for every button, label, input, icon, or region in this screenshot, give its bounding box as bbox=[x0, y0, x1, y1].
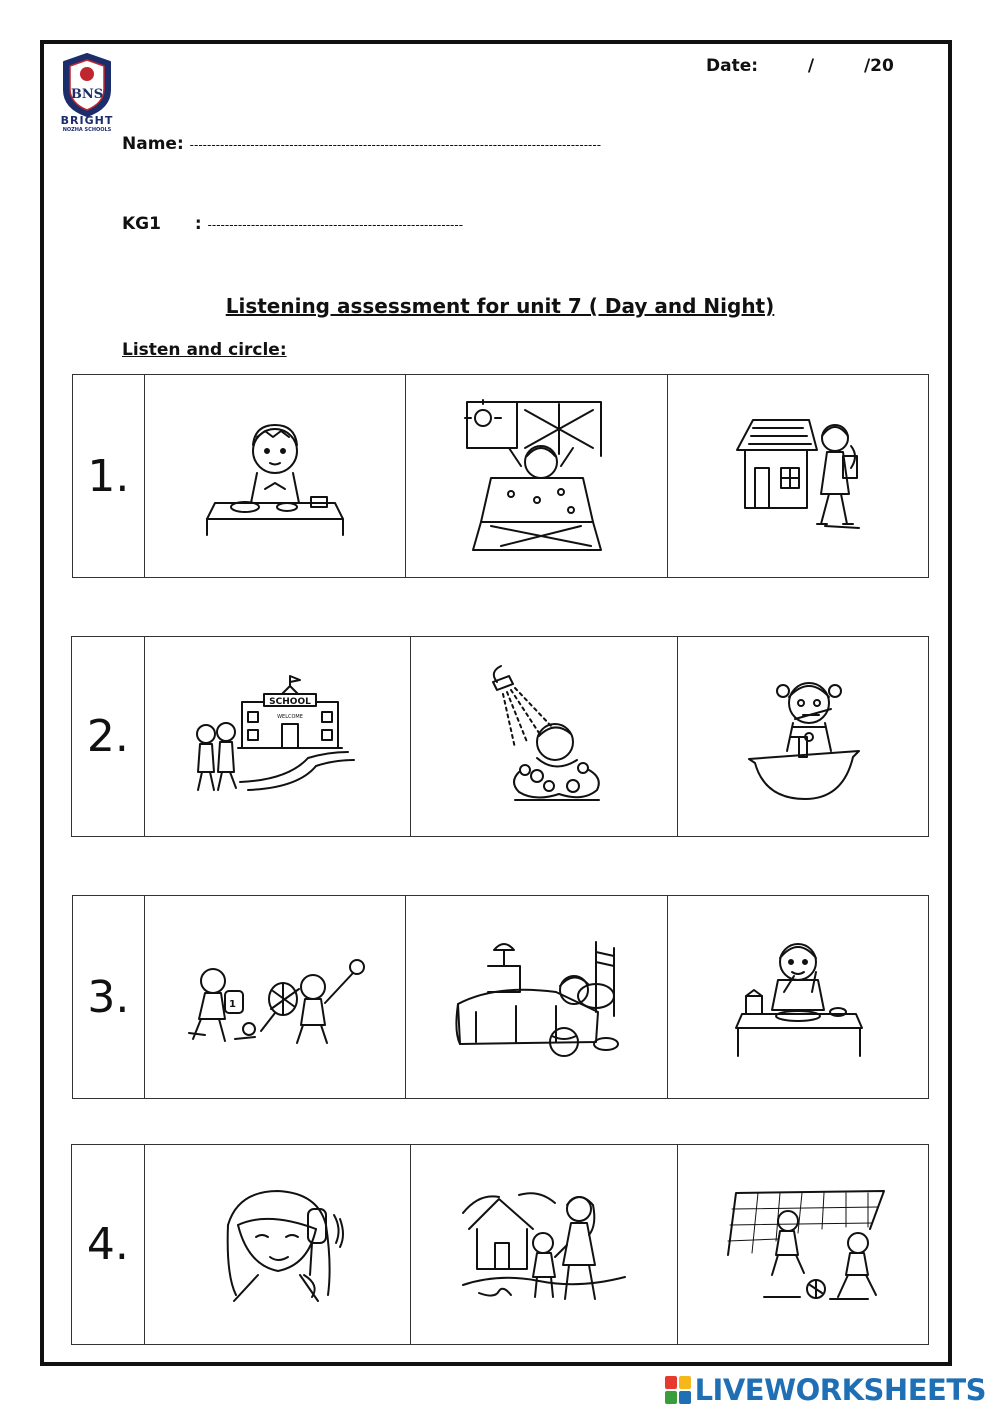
question-number: 1. bbox=[73, 375, 145, 577]
svg-text:WELCOME: WELCOME bbox=[276, 713, 303, 720]
class-dashes: ----------------------------------------------------------- bbox=[207, 218, 464, 232]
question-number: 4. bbox=[72, 1145, 145, 1344]
girl-walking-home-icon bbox=[733, 416, 863, 536]
answer-option[interactable] bbox=[668, 896, 928, 1098]
answer-option[interactable] bbox=[145, 1145, 412, 1344]
question-number: 2. bbox=[72, 637, 145, 836]
liveworksheets-brand bbox=[665, 1374, 986, 1406]
name-field bbox=[122, 134, 601, 154]
boys-playing-football-icon bbox=[718, 1185, 888, 1305]
date-separator-1: / bbox=[807, 56, 815, 76]
svg-text:1: 1 bbox=[228, 999, 236, 1010]
answer-option[interactable] bbox=[145, 896, 406, 1098]
liveworksheets-logo-icon bbox=[665, 1376, 691, 1404]
answer-option[interactable] bbox=[668, 375, 928, 577]
class-field bbox=[122, 214, 463, 234]
date-field bbox=[706, 56, 894, 76]
brand-text: LIVEWORKSHEETS bbox=[694, 1373, 986, 1407]
name-dashes: ----------------------------------------------------------------------------------------------- bbox=[189, 138, 602, 152]
answer-option[interactable] bbox=[678, 637, 928, 836]
answer-option[interactable] bbox=[411, 637, 678, 836]
girl-brushing-hair-icon bbox=[208, 1185, 348, 1305]
svg-text:BNS: BNS bbox=[70, 87, 104, 102]
class-label: KG1 bbox=[122, 214, 161, 234]
mother-and-child-going-home-icon bbox=[459, 1185, 629, 1305]
answer-option[interactable] bbox=[406, 896, 668, 1098]
answer-option[interactable] bbox=[406, 375, 668, 577]
svg-text:SCHOOL: SCHOOL bbox=[268, 696, 311, 707]
date-separator-2: /20 bbox=[863, 56, 894, 76]
question-row-2 bbox=[71, 636, 929, 837]
question-row-1 bbox=[72, 374, 929, 578]
child-sleeping-in-bed-icon bbox=[446, 932, 626, 1062]
page-title: Listening assessment for unit 7 ( Day and Night) bbox=[225, 294, 775, 318]
answer-option[interactable] bbox=[411, 1145, 678, 1344]
question-row-3 bbox=[72, 895, 929, 1099]
girl-eating-dinner-icon bbox=[728, 932, 868, 1062]
date-label: Date: bbox=[706, 56, 759, 76]
boy-eating-breakfast-icon bbox=[195, 411, 355, 541]
children-going-to-school-icon bbox=[178, 672, 378, 802]
class-colon: : bbox=[194, 214, 202, 234]
instruction: Listen and circle: bbox=[122, 340, 287, 360]
answer-option[interactable] bbox=[678, 1145, 928, 1344]
question-number: 3. bbox=[73, 896, 145, 1098]
name-label: Name: bbox=[122, 134, 184, 154]
answer-option[interactable] bbox=[145, 637, 412, 836]
answer-option[interactable] bbox=[145, 375, 406, 577]
children-playing-tennis-icon bbox=[185, 947, 365, 1047]
girl-brushing-teeth-icon bbox=[743, 667, 863, 807]
child-waking-up-in-bed-icon bbox=[461, 396, 611, 556]
logo-subtitle: NOZHA SCHOOLS bbox=[62, 127, 112, 133]
question-row-4 bbox=[71, 1144, 929, 1345]
child-taking-shower-icon bbox=[479, 662, 609, 812]
logo-name: BRIGHT bbox=[60, 114, 114, 127]
